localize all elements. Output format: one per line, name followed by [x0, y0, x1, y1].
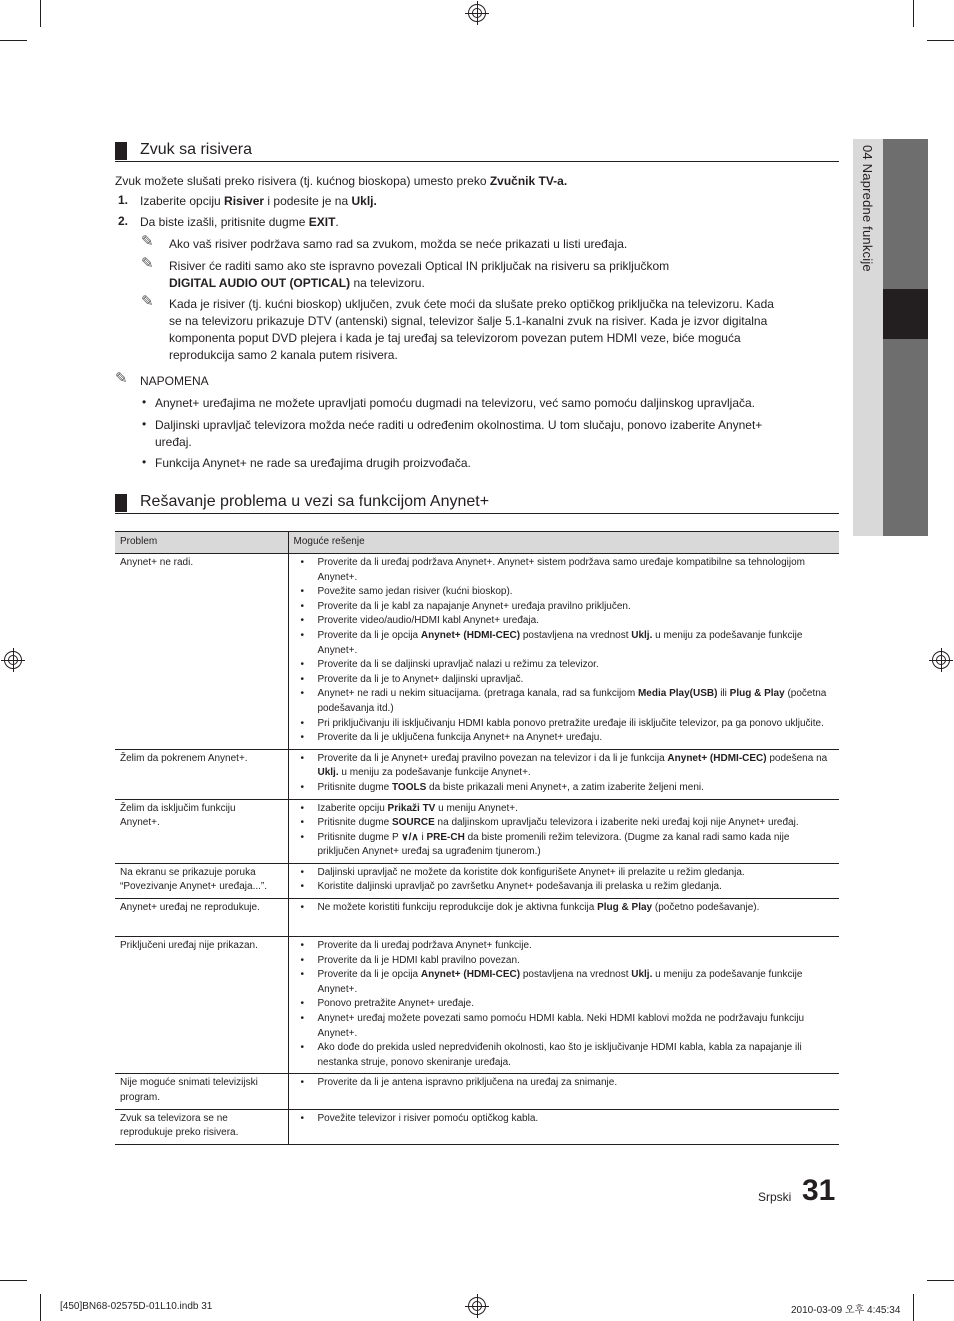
solution-item: • Anynet+ uređaj možete povezati samo pomoću HDMI kabla. Neki HDMI kablovi možda ne podržavaju funkciju Anynet+. [294, 1012, 835, 1041]
bullet-icon: • [142, 455, 147, 469]
bullet-icon: • [142, 417, 147, 431]
solution-item: • Pri priključivanju ili isključivanju HDMI kabla ponovo pretražite uređaje ili isključite televizor, pa ga ponovo uključite. [294, 717, 835, 732]
step-text: Da biste izašli, pritisnite dugme EXIT. [140, 215, 339, 229]
column-header-solution: Moguće rešenje [288, 532, 839, 554]
step-number: 2. [118, 214, 129, 228]
problem-text: Anynet+ uređaj ne reprodukuje. [120, 902, 260, 914]
section-heading-receiver [115, 140, 839, 162]
solution-cell [288, 749, 839, 799]
problem-cell [115, 899, 288, 937]
solution-cell [288, 899, 839, 937]
solution-item: • Proverite da li je uključena funkcija Anynet+ na Anynet+ uređaju. [294, 731, 835, 746]
registration-mark-icon [932, 651, 950, 669]
table-row [115, 554, 839, 750]
solution-item: • Proverite da li je Anynet+ uređaj pravilno povezan na televizor i da li je funkcija Anynet+ (HDMI-CEC) podešena na Uklj. u meniju za podešavanje funkcije Anynet+. [294, 752, 835, 781]
table-row [115, 1074, 839, 1109]
solution-item: • Pritisnite dugme P ∨/∧ i PRE-CH da biste promenili režim televizora. (Dugme za kanal radi samo kada nije priključen Anynet+ uređaj sa ugrađenim tjunerom.) [294, 831, 835, 860]
solution-item: • Proverite da li uređaj podržava Anynet+. Anynet+ sistem podržava samo uređaje kompatibilne sa tehnologijom Anynet+. [294, 556, 835, 585]
solution-item: • Ne možete koristiti funkciju reprodukcije dok je aktivna funkcija Plug & Play (početno podešavanje). [294, 901, 835, 916]
footer-language: Srpski [758, 1190, 792, 1204]
solution-item: • Proverite video/audio/HDMI kabl Anynet+ uređaja. [294, 614, 835, 629]
solution-item: • Ako dođe do prekida usled nepredviđenih okolnosti, kao što je isključivanje HDMI kabla, kabla za napajanje ili nestanka struje, ponovo skeniranje uređaja. [294, 1041, 835, 1070]
table-row [115, 937, 839, 1074]
solution-item: • Daljinski upravljač ne možete da koristite dok konfigurišete Anynet+ ili prelazite u režim gledanja. [294, 866, 835, 881]
registration-mark-icon [468, 1297, 486, 1315]
solution-item: • Izaberite opciju Prikaži TV u meniju Anynet+. [294, 802, 835, 817]
problem-cell [115, 554, 288, 750]
problem-text: Želim da pokrenem Anynet+. [120, 752, 248, 764]
step-text: Izaberite opciju Risiver i podesite je na Uklj. [140, 194, 377, 208]
problem-text: “Povezivanje Anynet+ uređaja...”. [120, 881, 268, 893]
table-row [115, 863, 839, 898]
napomena-item: Daljinski upravljač televizora možda neće raditi u određenim okolnostima. U tom slučaju, ponovo izaberite Anynet+ uređaj. [155, 418, 763, 449]
solution-cell [288, 799, 839, 863]
napomena-label: NAPOMENA [140, 374, 209, 388]
solution-item: • Proverite da li je HDMI kabl pravilno povezan. [294, 954, 835, 969]
page-number: 31 [802, 1174, 836, 1207]
note-text: Risiver će raditi samo ako ste ispravno povezali Optical IN priključak na risiveru sa priključkom DIGITAL AUDIO OUT (OPTICAL) na televizoru. [169, 259, 670, 290]
solution-item: • Proverite da li je kabl za napajanje Anynet+ uređaja pravilno priključen. [294, 600, 835, 615]
crop-mark [0, 1280, 27, 1281]
solution-item: • Povežite samo jedan risiver (kućni bioskop). [294, 585, 835, 600]
problem-text: Nije moguće snimati televizijski [120, 1077, 258, 1089]
crop-mark [913, 0, 914, 27]
napomena-item: Funkcija Anynet+ ne rade sa uređajima drugih proizvođača. [155, 456, 471, 470]
solution-cell [288, 1109, 839, 1144]
solution-item: • Proverite da li je opcija Anynet+ (HDMI-CEC) postavljena na vrednost Uklj. u meniju za podešavanje funkcije Anynet+. [294, 968, 835, 997]
problem-text: reprodukuje preko risivera. [120, 1127, 239, 1139]
solution-item: • Povežite televizor i risiver pomoću optičkog kabla. [294, 1112, 835, 1127]
solution-item: • Proverite da li je antena ispravno priključena na uređaj za snimanje. [294, 1076, 835, 1091]
note-icon: ✎ [141, 233, 154, 250]
crop-mark [927, 40, 954, 41]
solution-cell [288, 863, 839, 898]
problem-cell [115, 937, 288, 1074]
solution-cell [288, 554, 839, 750]
section-title: Zvuk sa risivera [140, 141, 253, 158]
napomena-item: Anynet+ uređajima ne možete upravljati pomoću dugmadi na televizoru, već samo pomoću daljinskog upravljača. [155, 396, 755, 410]
slug-date: 2010-03-09 오후 4:45:34 [791, 1305, 901, 1316]
solution-cell [288, 1074, 839, 1109]
solution-item: • Koristite daljinski upravljač po završetku Anynet+ podešavanja ili prelaska u režim gledanja. [294, 880, 835, 895]
solution-item: • Proverite da li je to Anynet+ daljinski upravljač. [294, 673, 835, 688]
registration-mark-icon [4, 651, 22, 669]
problem-text: Priključeni uređaj nije prikazan. [120, 940, 258, 952]
solution-item: • Ponovo pretražite Anynet+ uređaje. [294, 997, 835, 1012]
table-row [115, 749, 839, 799]
solution-item: • Anynet+ ne radi u nekim situacijama. (pretraga kanala, rad sa funkcijom Media Play(USB) ili Plug & Play (početna podešavanja itd.) [294, 687, 835, 716]
solution-cell [288, 937, 839, 1074]
crop-mark [40, 1294, 41, 1321]
note-icon: ✎ [115, 370, 128, 387]
note-text: Kada je risiver (tj. kućni bioskop) uključen, zvuk ćete moći da slušate preko optičkog priključka na televizoru. Kada se na televizoru prikazuje DTV (antenski) signal, televizor šalje 5.1-kanalni zvuk na risiver. Kada je izvor digitalna komponenta poput DVD plejera i kada je taj uređaj sa televizorom povezan putem HDMI veze, biće moguća reprodukcija samo 2 kanala putem risivera. [169, 297, 774, 362]
troubleshooting-table [115, 531, 839, 1145]
solution-item: • Proverite da li uređaj podržava Anynet+ funkcije. [294, 939, 835, 954]
crop-mark [913, 1294, 914, 1321]
problem-cell [115, 1074, 288, 1109]
table-row [115, 799, 839, 863]
note-icon: ✎ [141, 255, 154, 272]
solution-item: • Proverite da li se daljinski upravljač nalazi u režimu za televizor. [294, 658, 835, 673]
table-row [115, 899, 839, 937]
section-title: Rešavanje problema u vezi sa funkcijom Anynet+ [140, 493, 490, 510]
problem-text: program. [120, 1092, 161, 1103]
step-number: 1. [118, 193, 129, 207]
problem-text: Zvuk sa televizora se ne [120, 1112, 228, 1124]
solution-item: • Pritisnite dugme TOOLS da biste prikazali meni Anynet+, a zatim izaberite željeni meni. [294, 781, 835, 796]
note-icon: ✎ [141, 293, 154, 310]
problem-text: Anynet+ ne radi. [120, 557, 194, 568]
problem-text: Na ekranu se prikazuje poruka [120, 866, 256, 878]
crop-mark [40, 0, 41, 27]
section-heading-troubleshooting [115, 492, 839, 514]
solution-item: • Pritisnite dugme SOURCE na daljinskom upravljaču televizora i izaberite neki uređaj koji nije Anynet+ uređaj. [294, 816, 835, 831]
note-text: Ako vaš risiver podržava samo rad sa zvukom, možda se neće prikazati u listi uređaja. [169, 237, 628, 251]
solution-item: • Proverite da li je opcija Anynet+ (HDMI-CEC) postavljena na vrednost Uklj. u meniju za podešavanje funkcije Anynet+. [294, 629, 835, 658]
registration-mark-icon [468, 4, 486, 22]
intro-paragraph: Zvuk možete slušati preko risivera (tj. kućnog bioskopa) umesto preko Zvučnik TV-a. [115, 174, 568, 188]
chapter-label: 04 Napredne funkcije [860, 145, 875, 272]
problem-text: Želim da isključim funkciju [120, 802, 236, 814]
bullet-icon: • [142, 395, 147, 409]
problem-cell [115, 863, 288, 898]
problem-cell [115, 799, 288, 863]
problem-text: Anynet+. [120, 817, 160, 829]
slug-file: [450]BN68-02575D-01L10.indb 31 [60, 1301, 213, 1312]
problem-cell [115, 749, 288, 799]
table-row [115, 1109, 839, 1144]
crop-mark [0, 40, 27, 41]
column-header-problem: Problem [115, 532, 288, 554]
problem-cell [115, 1109, 288, 1144]
crop-mark [927, 1280, 954, 1281]
